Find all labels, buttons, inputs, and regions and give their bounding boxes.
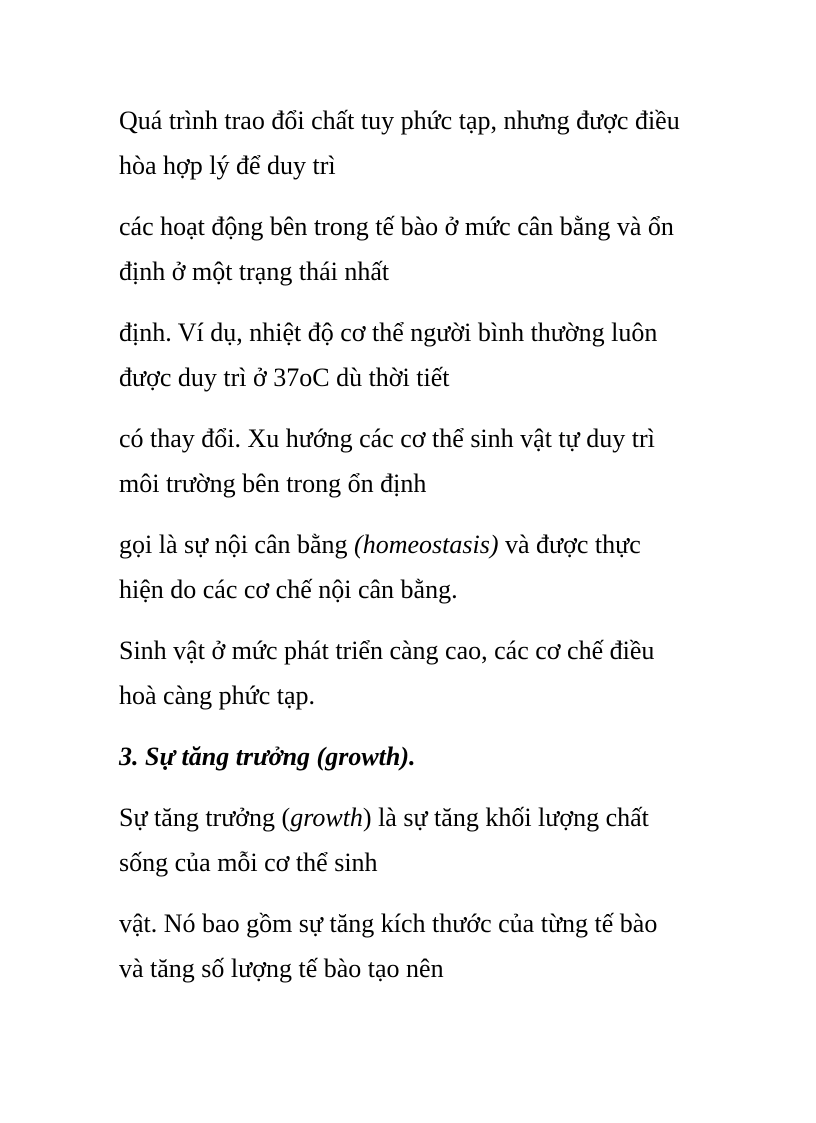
text-line: môi trường bên trong ổn định: [119, 469, 427, 498]
text-run: Sự tăng trưởng (: [119, 803, 291, 832]
paragraph: [119, 628, 759, 718]
paragraph-growth: [119, 795, 759, 885]
text-line: định ở một trạng thái nhất: [119, 257, 390, 286]
italic-term-homeostasis: (homeostasis): [354, 530, 499, 559]
text-line: hoà càng phức tạp.: [119, 681, 316, 710]
text-line: Sinh vật ở mức phát triển càng cao, các cơ chế điều: [119, 636, 655, 665]
paragraph: [119, 310, 759, 400]
text-line: [119, 795, 759, 840]
text-line: hiện do các cơ chế nội cân bằng.: [119, 575, 458, 604]
text-line: và tăng số lượng tế bào tạo nên: [119, 954, 444, 983]
text-line: vật. Nó bao gồm sự tăng kích thước của từng tế bào: [119, 909, 658, 938]
text-run: ) là sự tăng khối lượng chất: [362, 803, 649, 832]
section-heading: 3. Sự tăng trưởng (growth).: [119, 742, 416, 771]
text-line: [119, 522, 759, 567]
text-line: hòa hợp lý để duy trì: [119, 151, 336, 180]
text-line: sống của mỗi cơ thể sinh: [119, 848, 378, 877]
text-line: Quá trình trao đổi chất tuy phức tạp, nhưng được điều: [119, 106, 680, 135]
document-body: [119, 98, 759, 1007]
italic-term-growth: growth: [290, 803, 363, 832]
text-line: các hoạt động bên trong tế bào ở mức cân bằng và ổn: [119, 212, 674, 241]
paragraph: [119, 98, 759, 188]
paragraph: [119, 901, 759, 991]
text-line: được duy trì ở 37oC dù thời tiết: [119, 363, 450, 392]
paragraph-homeostasis: [119, 522, 759, 612]
text-line: có thay đổi. Xu hướng các cơ thể sinh vật tự duy trì: [119, 424, 655, 453]
paragraph: [119, 416, 759, 506]
text-run: gọi là sự nội cân bằng: [119, 530, 355, 559]
text-line: định. Ví dụ, nhiệt độ cơ thể người bình thường luôn: [119, 318, 658, 347]
text-run: và được thực: [498, 530, 641, 559]
paragraph: [119, 204, 759, 294]
